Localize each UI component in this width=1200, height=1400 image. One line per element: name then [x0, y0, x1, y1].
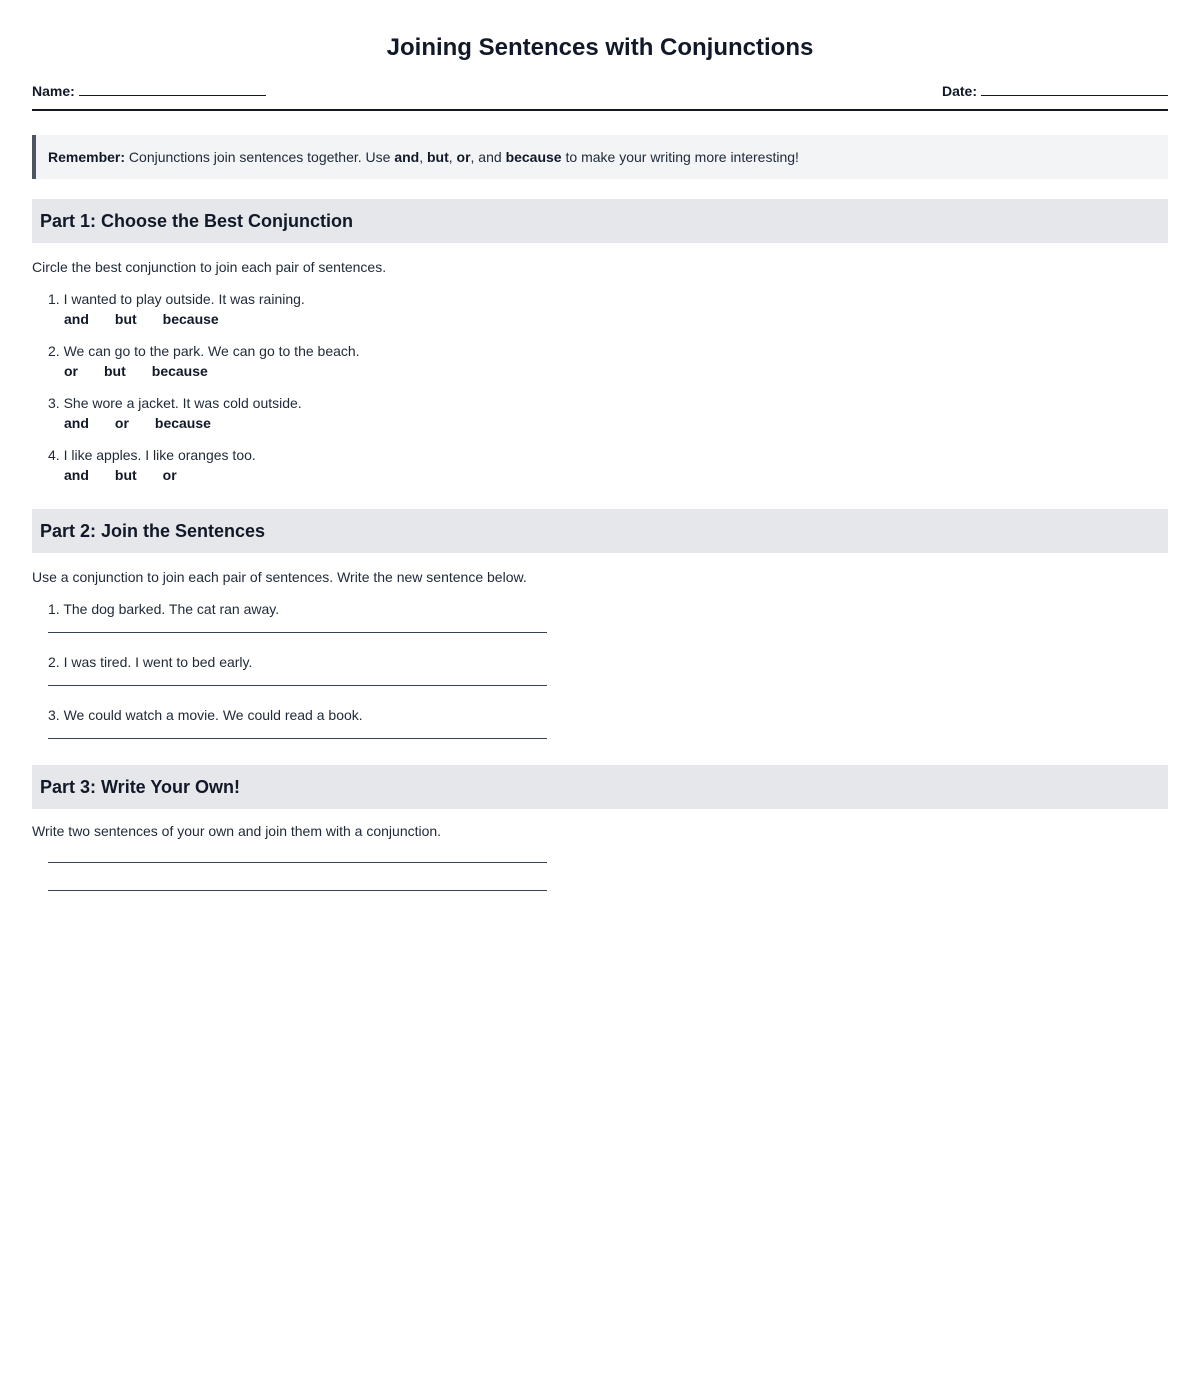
- question-sentence: 3. She wore a jacket. It was cold outside.: [48, 395, 302, 411]
- choice-group: [64, 363, 1168, 379]
- remember-label: Remember:: [48, 149, 126, 165]
- question-sentence: 1. The dog barked. The cat ran away.: [48, 601, 280, 617]
- choice-group: [64, 415, 1168, 431]
- choice-option[interactable]: or: [162, 467, 177, 483]
- remember-text-after: to make your writing more interesting!: [561, 149, 799, 165]
- choice-group: [64, 467, 1168, 483]
- choice-option[interactable]: because: [151, 363, 208, 379]
- part3-instruction: Write two sentences of your own and join them with a conjunction.: [32, 823, 442, 839]
- page-title: Joining Sentences with Conjunctions: [386, 34, 814, 61]
- name-label: Name:: [32, 83, 75, 99]
- date-field[interactable]: [942, 81, 1168, 99]
- choice-option[interactable]: and: [64, 415, 89, 431]
- name-date-row: [32, 77, 1168, 99]
- part3-heading: Part 3: Write Your Own!: [32, 765, 1168, 809]
- choice-option[interactable]: or: [64, 363, 78, 379]
- choice-option[interactable]: and: [64, 311, 89, 327]
- part2-question: [48, 601, 1168, 617]
- choice-option[interactable]: but: [104, 363, 126, 379]
- header-divider: [32, 109, 1168, 111]
- remember-sep: , and: [470, 149, 506, 165]
- choice-option[interactable]: but: [114, 311, 137, 327]
- part1-instruction: Circle the best conjunction to join each pair of sentences.: [32, 259, 387, 275]
- question-sentence: 2. We can go to the park. We can go to the beach.: [48, 343, 360, 359]
- question-sentence: 4. I like apples. I like oranges too.: [48, 447, 256, 463]
- remember-word-and: and: [394, 149, 420, 165]
- choice-group: [64, 311, 1168, 327]
- question-sentence: 2. I was tired. I went to bed early.: [48, 654, 253, 670]
- part2-heading: Part 2: Join the Sentences: [32, 509, 1168, 553]
- remember-word-because: because: [505, 149, 562, 165]
- choice-option[interactable]: because: [154, 415, 211, 431]
- part2-instruction: Use a conjunction to join each pair of sentences. Write the new sentence below.: [32, 569, 527, 585]
- date-blank[interactable]: [981, 81, 1168, 96]
- remember-callout: [32, 135, 1168, 179]
- name-field[interactable]: [32, 81, 266, 99]
- remember-text-before: Conjunctions join sentences together. Use: [128, 149, 395, 165]
- answer-line[interactable]: [48, 839, 547, 863]
- name-blank[interactable]: [79, 81, 266, 96]
- part1-heading: Part 1: Choose the Best Conjunction: [32, 199, 1168, 243]
- part2-question: [48, 654, 1168, 670]
- part1-question: [48, 447, 1168, 483]
- date-label: Date:: [941, 83, 977, 99]
- part2-question: [48, 707, 1168, 723]
- part1-question: [48, 343, 1168, 379]
- choice-option[interactable]: but: [114, 467, 137, 483]
- answer-line[interactable]: [48, 670, 547, 686]
- part1-question: [48, 291, 1168, 327]
- question-sentence: 1. I wanted to play outside. It was raining.: [48, 291, 305, 307]
- part1-question: [48, 395, 1168, 431]
- choice-option[interactable]: because: [162, 311, 219, 327]
- answer-line[interactable]: [48, 863, 547, 891]
- remember-sep: ,: [448, 149, 457, 165]
- question-sentence: 3. We could watch a movie. We could read a book.: [48, 707, 363, 723]
- choice-option[interactable]: or: [114, 415, 129, 431]
- answer-line[interactable]: [48, 723, 547, 739]
- choice-option[interactable]: and: [64, 467, 89, 483]
- remember-word-but: but: [426, 149, 449, 165]
- answer-line[interactable]: [48, 617, 547, 633]
- remember-word-or: or: [456, 149, 471, 165]
- remember-sep: ,: [419, 149, 427, 165]
